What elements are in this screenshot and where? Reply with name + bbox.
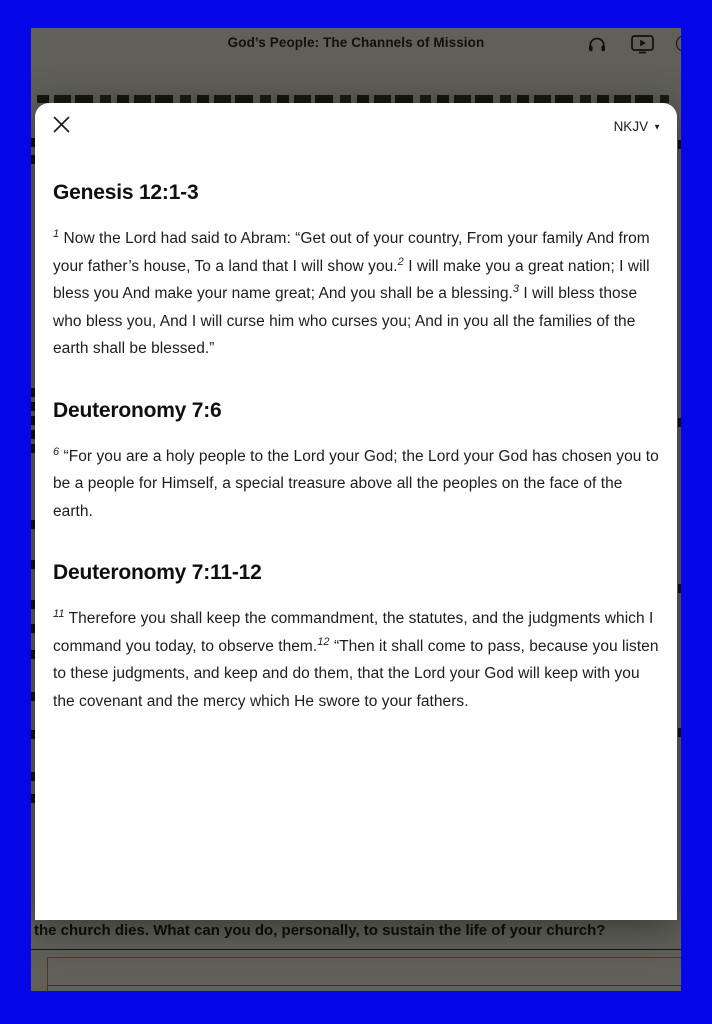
bible-version-selector[interactable] <box>614 119 661 134</box>
passage <box>53 399 659 526</box>
passage-text: $^1$ Now the Lord had said to Abram: “Get out of your country, From your family And from your father’s house, To a land that I will show you.$^2$ I will make you a great nation; I will bless you And make your name great; And you shall be a blessing.$^3$ I will bless those who bless you, And I will curse him who curses you; And in you all the families of the earth shall be blessed.” <box>53 227 650 357</box>
verse-number: 6 <box>53 445 60 458</box>
verse-number: 11 <box>53 607 65 620</box>
verse-number: 3 <box>512 282 520 295</box>
passage-text: $^{11}$ Therefore you shall keep the commandment, the statutes, and the judgments which I command you today, to observe them.$^{12}$ “Then it shall come to pass, because you listen to these judgments, and keep and do them, that the Lord your God will keep with you the covenant and the mercy which He swore to your fathers. <box>53 607 659 710</box>
bible-version-label: NKJV <box>613 119 649 134</box>
verse-number: 12 <box>317 635 330 648</box>
passage-reference: Deuteronomy 7:11-12 <box>53 561 262 584</box>
verse-number: 2 <box>397 255 404 268</box>
verse-number: 1 <box>53 227 60 240</box>
passage-text: $^6$ “For you are a holy people to the Lord your God; the Lord your God has chosen you to be a people for Himself, a special treasure above all the peoples on the face of the earth. <box>53 445 659 520</box>
app-screen <box>31 28 681 991</box>
chevron-down-icon: ▼ <box>653 122 661 132</box>
passage-reference: Deuteronomy 7:6 <box>53 398 222 422</box>
passage <box>53 561 659 715</box>
passage-reference: Genesis 12:1-3 <box>53 181 199 204</box>
close-icon <box>52 115 71 139</box>
modal-header <box>35 103 677 137</box>
scripture-modal <box>35 103 677 920</box>
passage <box>53 181 659 363</box>
close-button[interactable] <box>50 116 72 138</box>
passages <box>35 181 677 715</box>
